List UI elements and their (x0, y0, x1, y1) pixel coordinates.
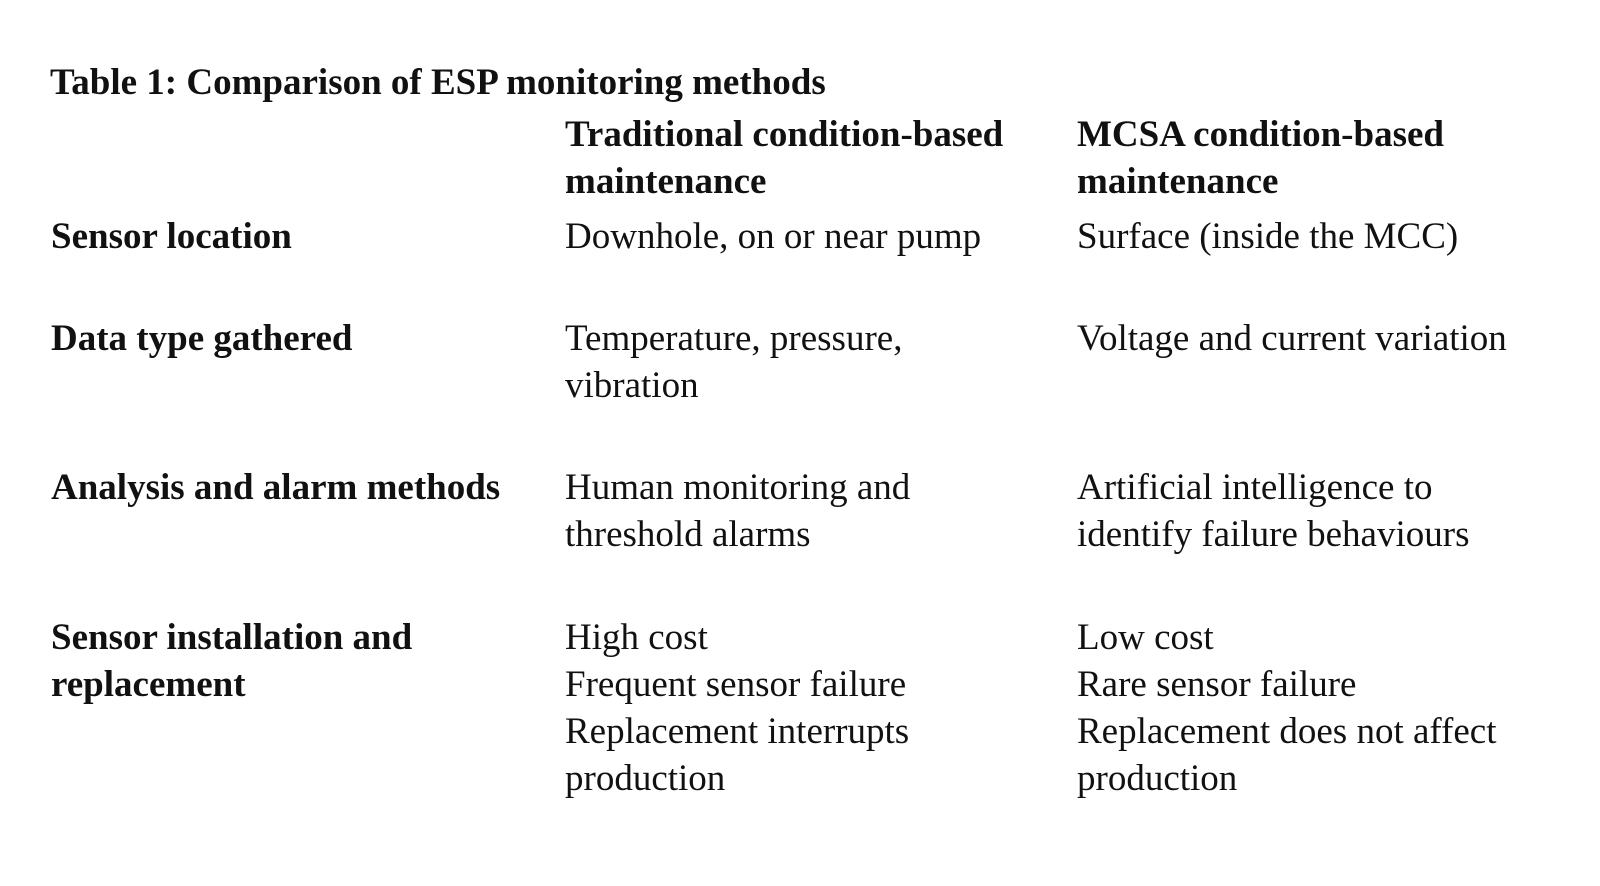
cell-line: production (1077, 758, 1238, 799)
row-label-sensor-installation (51, 614, 412, 708)
column-header-line: maintenance (565, 161, 767, 202)
row-label-line: Sensor installation and (51, 617, 413, 658)
column-header-line: Traditional condition-based (565, 114, 1004, 155)
column-header-traditional (565, 111, 1003, 205)
table-cell-traditional (565, 315, 902, 409)
row-label-data-type (51, 315, 352, 362)
table-cell-mcsa (1077, 315, 1507, 362)
cell-line: Rare sensor failure (1077, 664, 1357, 705)
cell-line: identify failure behaviours (1077, 514, 1470, 555)
cell-line: High cost (565, 617, 708, 658)
table-caption: Table 1: Comparison of ESP monitoring methods (50, 62, 826, 103)
cell-line: Human monitoring and (565, 467, 911, 508)
cell-line: vibration (565, 365, 699, 406)
table-cell-mcsa (1077, 213, 1458, 260)
row-label-line: Analysis and alarm methods (51, 467, 501, 508)
cell-line: Low cost (1077, 617, 1214, 658)
cell-line: Surface (inside the MCC) (1077, 216, 1459, 257)
cell-line: production (565, 758, 726, 799)
table-cell-mcsa (1077, 464, 1469, 558)
cell-line: Voltage and current variation (1077, 318, 1507, 359)
cell-line: Artificial intelligence to (1077, 467, 1433, 508)
row-label-line: Sensor location (51, 216, 292, 257)
cell-line: Replacement interrupts (565, 711, 910, 752)
column-header-line: MCSA condition-based (1077, 114, 1444, 155)
table-cell-traditional (565, 614, 909, 802)
row-label-sensor-location (51, 213, 292, 260)
table-cell-mcsa (1077, 614, 1497, 802)
cell-line: threshold alarms (565, 514, 811, 555)
cell-line: Frequent sensor failure (565, 664, 907, 705)
cell-line: Downhole, on or near pump (565, 216, 982, 257)
cell-line: Temperature, pressure, (565, 318, 903, 359)
table-cell-traditional (565, 464, 910, 558)
column-header-line: maintenance (1077, 161, 1279, 202)
row-label-analysis-methods (51, 464, 500, 511)
column-header-mcsa (1077, 111, 1444, 205)
row-label-line: Data type gathered (51, 318, 353, 359)
table-cell-traditional (565, 213, 981, 260)
cell-line: Replacement does not affect (1077, 711, 1497, 752)
row-label-line: replacement (51, 664, 246, 705)
